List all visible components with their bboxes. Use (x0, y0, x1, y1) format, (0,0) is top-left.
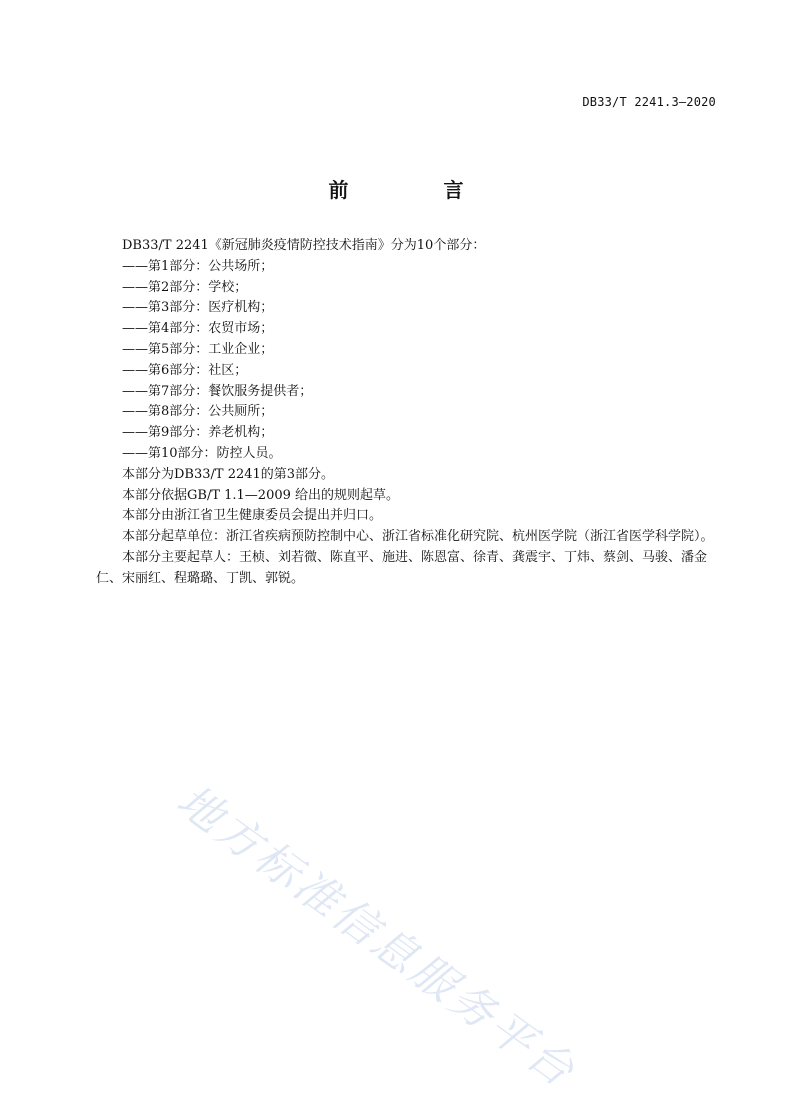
part-item: ——第9部分：养老机构； (122, 425, 274, 441)
preface-body (96, 236, 718, 590)
statement-paragraph: 本部分依据GB/T 1.1—2009 给出的规则起草。 (122, 487, 400, 503)
statement-paragraph: 本部分起草单位：浙江省疾病预防控制中心、浙江省标准化研究院、杭州医学院（浙江省医学科学院）。 (122, 529, 714, 545)
page-title: 前 言 (328, 178, 508, 202)
document-code: DB33/T 2241.3—2020 (582, 95, 716, 109)
statement-paragraph: 本部分由浙江省卫生健康委员会提出并归口。 (122, 508, 383, 524)
intro-paragraph: DB33/T 2241《新冠肺炎疫情防控技术指南》分为10个部分： (122, 238, 486, 253)
part-item: ——第8部分：公共厕所； (122, 404, 274, 420)
watermark: 地方标准信息服务平台 (167, 775, 586, 1099)
part-item: ——第7部分：餐饮服务提供者； (122, 383, 313, 399)
part-item: ——第1部分：公共场所； (122, 258, 274, 274)
statement-paragraph: 本部分为DB33/T 2241的第3部分。 (122, 466, 335, 482)
part-item: ——第4部分：农贸市场； (122, 321, 274, 337)
part-item: ——第10部分：防控人员。 (122, 445, 282, 461)
part-item: ——第5部分：工业企业； (122, 341, 274, 357)
part-item: ——第3部分：医疗机构； (122, 300, 274, 316)
part-item: ——第6部分：社区； (122, 362, 248, 378)
part-item: ——第2部分：学校； (122, 279, 248, 295)
statement-paragraph: 本部分主要起草人：王桢、刘若微、陈直平、施进、陈恩富、徐青、龚震宇、丁炜、蔡剑、马骏、潘金仁、宋丽红、程璐璐、丁凯、郭锐。 (96, 549, 708, 586)
